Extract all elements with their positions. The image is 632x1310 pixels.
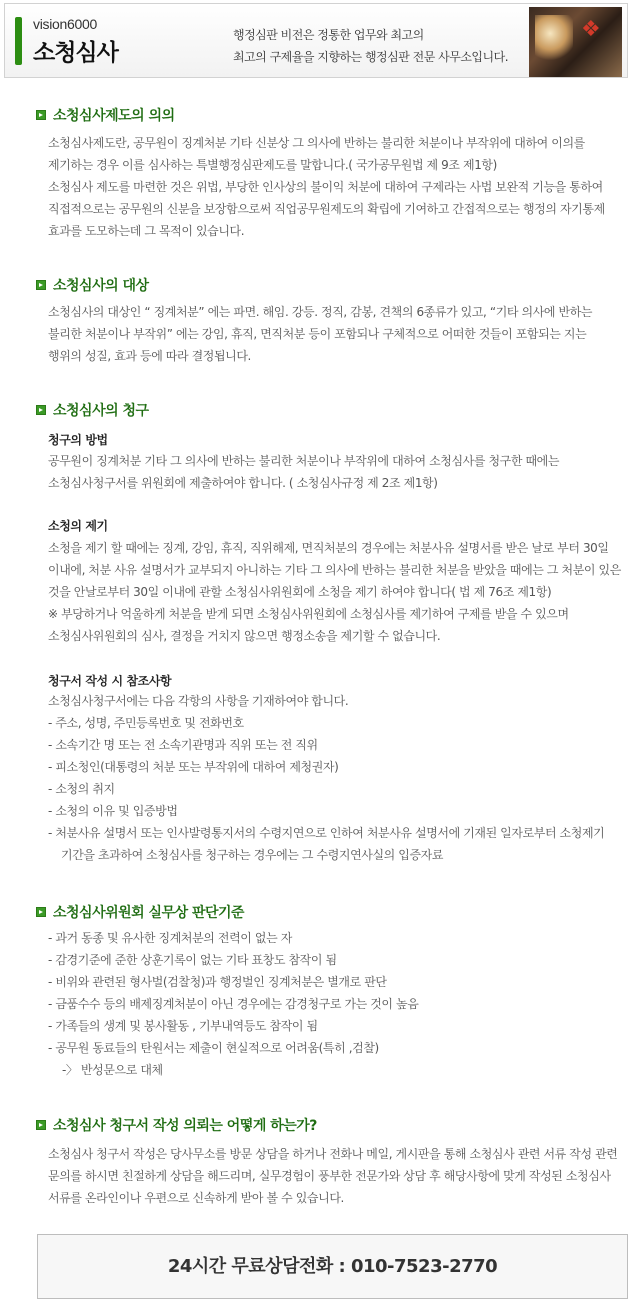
text-line: ※ 부당하거나 억울하게 처분을 받게 되면 소청심사위원회에 소청심사를 제기하여 구제를 받을 수 있으며 (48, 607, 569, 621)
list-item-continuation: 기간을 초과하여 소청심사를 청구하는 경우에는 그 수령지연사실의 입증자료 (61, 848, 444, 862)
office-photo (529, 7, 622, 77)
tagline-line-1: 행정심판 비전은 정통한 업무와 최고의 (233, 28, 424, 42)
section-title-meaning (36, 105, 175, 125)
text-line: 소청심사 제도를 마련한 것은 위법, 부당한 인사상의 불이익 처분에 대하여 구제라는 사법 보완적 기능을 통하여 (48, 180, 603, 194)
section-body-howto (48, 1143, 628, 1209)
photo-light (535, 15, 573, 61)
text-line: 불리한 처분이나 부작위” 에는 강임, 휴직, 면직처분 등이 포함되나 구체적으로 어떠한 것들이 포함되는 지는 (48, 327, 587, 341)
brand-block (15, 14, 195, 70)
subsection-title-reference: 청구서 작성 시 참조사항 (48, 674, 172, 688)
list-item: - 소청의 취지 (48, 782, 115, 796)
section-title-claim (36, 400, 149, 420)
bullet-arrow-icon (36, 907, 46, 917)
list-item: - 금품수수 등의 배제징계처분이 아닌 경우에는 감경청구로 가는 것이 높음 (48, 997, 419, 1011)
text-line: 소청을 제기 할 때에는 징계, 강임, 휴직, 직위해제, 면직처분의 경우에는 처분사유 설명서를 받은 날로 부터 30일 (48, 541, 609, 555)
text-line: 문의를 하시면 친절하게 상담을 해드리며, 실무경험이 풍부한 전문가와 상담 후 해당사항에 맞게 작성된 소청심사 (48, 1169, 611, 1183)
text-line: 소청심사제도란, 공무원이 징계처분 기타 신분상 그 의사에 반하는 불리한 처분이나 부작위에 대하여 이의를 (48, 136, 585, 150)
text-line: 제기하는 경우 이를 심사하는 특별행정심판제도를 말합니다.( 국가공무원법 제 9조 제1항) (48, 158, 497, 172)
text-line: 서류를 온라인이나 우편으로 신속하게 받아 볼 수 있습니다. (48, 1191, 344, 1205)
bullet-arrow-icon (36, 1120, 46, 1130)
text-line: 소청심사위원회의 심사, 결정을 거치지 않으면 행정소송을 제기할 수 없습니다. (48, 629, 441, 643)
text-line: 소청심사 청구서 작성은 당사무소를 방문 상담을 하거나 전화나 메일, 게시판을 통해 소청심사 관련 서류 작성 관련 (48, 1147, 618, 1161)
list-item: - 소청의 이유 및 입증방법 (48, 804, 178, 818)
list-item: - 가족들의 생계 및 봉사활동 , 기부내역등도 참작이 됨 (48, 1019, 318, 1033)
bullet-arrow-icon (36, 110, 46, 120)
page-header (4, 3, 628, 78)
tagline (233, 24, 508, 68)
section-title-target (36, 275, 149, 295)
list-item: - 비위와 관련된 형사벌(검찰청)과 행정벌인 징계처분은 별개로 판단 (48, 975, 387, 989)
text-line: 것을 안날로부터 30일 이내에 관할 소청심사위원회에 소청을 제기 하여야 합니다( 법 제 76조 제1항) (48, 585, 552, 599)
list-item: - 주소, 성명, 주민등록번호 및 전화번호 (48, 716, 244, 730)
subsection-body-filing (48, 537, 628, 647)
section-title-text: 소청심사제도의 의의 (53, 108, 175, 124)
section-title-text: 소청심사 청구서 작성 의뢰는 어떻게 하는가? (53, 1118, 317, 1134)
list-intro: 소청심사청구서에는 다음 각항의 사항을 기재하여야 합니다. (48, 694, 349, 708)
bullet-arrow-icon (36, 405, 46, 415)
list-item: - 과거 동종 및 유사한 징계처분의 전력이 없는 자 (48, 931, 292, 945)
photo-sign: ❖ (581, 17, 601, 42)
text-line: 직접적으로는 공무원의 신분을 보장함으로써 직업공무원제도의 확립에 기여하고 간접적으로는 행정의 자기통제 (48, 202, 605, 216)
section-body-target (48, 301, 628, 367)
bullet-arrow-icon (36, 280, 46, 290)
subsection-title-method: 청구의 방법 (48, 433, 108, 447)
section-title-text: 소청심사의 대상 (53, 278, 149, 294)
section-title-howto (36, 1115, 317, 1135)
page-title: 소청심사 (33, 40, 118, 66)
text-line: 소청심사의 대상인 “ 징계처분” 에는 파면. 해임. 강등. 정직, 감봉, 견책의 6종류가 있고, “기타 의사에 반하는 (48, 305, 593, 319)
list-item: - 공무원 동료들의 탄원서는 제출이 현실적으로 어려움(특히 ,검찰) (48, 1041, 379, 1055)
reference-list (48, 690, 628, 866)
text-line: 이내에, 처분 사유 설명서가 교부되지 아니하는 기타 그 의사에 반하는 불리한 처분을 받았을 때에는 그 처분이 있은 (48, 563, 621, 577)
section-title-text: 소청심사의 청구 (53, 403, 149, 419)
list-item: - 피소청인(대통령의 처분 또는 부작위에 대하여 제청권자) (48, 760, 339, 774)
text-line: 소청심사청구서를 위원회에 제출하여야 합니다. ( 소청심사규정 제 2조 제1항) (48, 476, 438, 490)
subsection-body-method (48, 450, 628, 494)
subsection-title-filing: 소청의 제기 (48, 519, 108, 533)
list-item: - 감경기준에 준한 상훈기록이 없는 기타 표창도 참작이 됨 (48, 953, 337, 967)
list-item: - 소속기간 명 또는 전 소속기관명과 직위 또는 전 직위 (48, 738, 318, 752)
section-body-meaning (48, 132, 628, 242)
text-line: 효과를 도모하는데 그 목적이 있습니다. (48, 224, 245, 238)
criteria-list (48, 927, 628, 1081)
tagline-line-2: 최고의 구제율을 지향하는 행정심판 전문 사무소입니다. (233, 50, 509, 64)
free-consultation-phone-box[interactable]: 24시간 무료상담전화 : 010-7523-2770 (37, 1234, 628, 1299)
list-item: - 처분사유 설명서 또는 인사발령통지서의 수령지연으로 인하여 처분사유 설명서에 기재된 일자로부터 소청제기 (48, 826, 605, 840)
text-line: 공무원이 징계처분 기타 그 의사에 반하는 불리한 처분이나 부작위에 대하여 소청심사를 청구한 때에는 (48, 454, 560, 468)
brand-subtitle: vision6000 (33, 16, 97, 32)
section-title-text: 소청심사위원회 실무상 판단기준 (53, 905, 245, 921)
list-item-arrow: -〉 반성문으로 대체 (62, 1063, 163, 1077)
brand-accent-bar (15, 17, 22, 65)
text-line: 행위의 성질, 효과 등에 따라 결정됩니다. (48, 349, 251, 363)
section-title-criteria (36, 902, 244, 922)
